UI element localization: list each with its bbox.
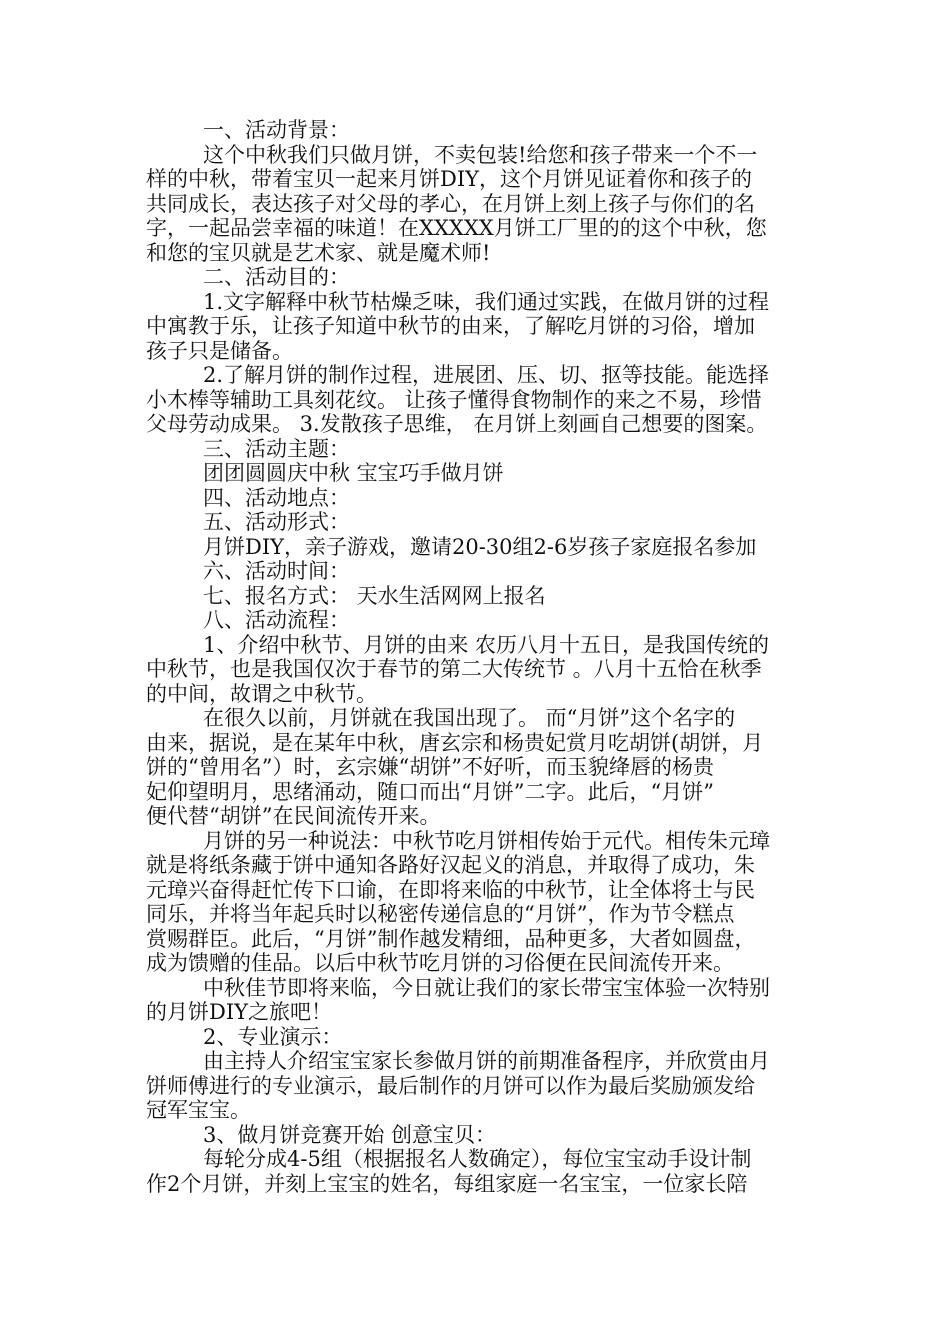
text-line: 七、报名方式： 天水生活网网上报名 xyxy=(203,583,546,608)
text-line: 妃仰望明月，思绪涌动，随口而出“月饼”二字。此后，“月饼” xyxy=(146,779,714,804)
text-line: 在很久以前，月饼就在我国出现了。 而“月饼”这个名字的 xyxy=(203,706,736,730)
text-line: 和您的宝贝就是艺术家、就是魔术师! xyxy=(146,240,491,265)
text-line: 团团圆圆庆中秋 宝宝巧手做月饼 xyxy=(203,461,504,485)
text-line: 八、活动流程： xyxy=(203,608,350,632)
text-line: 2.了解月饼的制作过程，进展团、压、切、抠等技能。能选择 xyxy=(203,363,770,387)
text-line: 六、活动时间： xyxy=(203,559,350,583)
text-line: 孩子只是储备。 xyxy=(146,338,293,363)
text-line: 3、做月饼竞赛开始 创意宝贝： xyxy=(203,1122,497,1147)
text-line: 饼的“曾用名”）时，玄宗嫌“胡饼”不好听，而玉貌绛唇的杨贵 xyxy=(146,755,714,779)
text-line: 中寓教于乐，让孩子知道中秋节的由来，了解吃月饼的习俗，增加 xyxy=(146,314,755,338)
text-line: 五、活动形式： xyxy=(203,510,350,534)
text-line: 的中间，故谓之中秋节。 xyxy=(146,681,377,706)
text-line: 中秋节，也是我国仅次于春节的第二大传统节 。八月十五恰在秋季 xyxy=(146,657,762,681)
text-line: 1.文字解释中秋节枯燥乏味，我们通过实践，在做月饼的过程 xyxy=(203,289,770,314)
text-line: 元璋兴奋得赶忙传下口谕，在即将来临的中秋节，让全体将士与民 xyxy=(146,877,755,902)
text-line: 由主持人介绍宝宝家长参做月饼的前期准备程序，并欣赏由月 xyxy=(203,1049,770,1073)
text-line: 月饼的另一种说法：中秋节吃月饼相传始于元代。相传朱元璋 xyxy=(203,828,770,853)
text-line: 的月饼DIY之旅吧！ xyxy=(146,1000,332,1024)
text-line: 饼师傅进行的专业演示，最后制作的月饼可以作为最后奖励颁发给 xyxy=(146,1073,755,1098)
text-line: 字，一起品尝幸福的味道！在XXXXX月饼工厂里的的这个中秋，您 xyxy=(146,216,767,240)
text-line: 四、活动地点： xyxy=(203,485,350,510)
text-line: 1、介绍中秋节、月饼的由来 农历八月十五日，是我国传统的 xyxy=(203,632,770,657)
text-line: 冠军宝宝。 xyxy=(146,1098,251,1122)
text-line: 成为馈赠的佳品。以后中秋节吃月饼的习俗便在民间流传开来。 xyxy=(146,951,734,975)
text-line: 小木棒等辅助工具刻花纹。 让孩子懂得食物制作的来之不易，珍惜 xyxy=(146,387,762,412)
text-line: 每轮分成4-5组（根据报名人数确定），每位宝宝动手设计制 xyxy=(203,1147,752,1171)
text-line: 便代替“胡饼”在民间流传开来。 xyxy=(146,804,441,828)
text-line: 这个中秋我们只做月饼，不卖包装!给您和孩子带来一个不一 xyxy=(203,142,758,167)
text-line: 赏赐群臣。此后，“月饼”制作越发精细，品种更多，大者如圆盘， xyxy=(146,926,756,951)
text-line: 由来，据说，是在某年中秋，唐玄宗和杨贵妃赏月吃胡饼(胡饼，月 xyxy=(146,730,764,755)
text-line: 三、活动主题： xyxy=(203,436,350,461)
text-line: 共同成长，表达孩子对父母的孝心，在月饼上刻上孩子与你们的名 xyxy=(146,191,755,216)
text-line: 样的中秋，带着宝贝一起来月饼DIY，这个月饼见证着你和孩子的 xyxy=(146,167,752,191)
text-line: 2、专业演示： xyxy=(203,1024,343,1049)
text-line: 月饼DIY，亲子游戏，邀请20-30组2-6岁孩子家庭报名参加 xyxy=(203,534,757,559)
text-line: 一、活动背景： xyxy=(203,118,350,142)
text-line: 同乐，并将当年起兵时以秘密传递信息的“月饼”，作为节令糕点 xyxy=(146,902,735,926)
document-body xyxy=(146,118,806,1196)
text-line: 父母劳动成果。 3.发散孩子思维， 在月饼上刻画自己想要的图案。 xyxy=(146,412,768,436)
text-line: 二、活动目的： xyxy=(203,265,350,289)
text-line: 就是将纸条藏于饼中通知各路好汉起义的消息，并取得了成功，朱 xyxy=(146,853,755,877)
text-line: 中秋佳节即将来临，今日就让我们的家长带宝宝体验一次特别 xyxy=(203,975,770,1000)
text-line: 作2个月饼，并刻上宝宝的姓名，每组家庭一名宝宝，一位家长陪 xyxy=(146,1171,748,1196)
